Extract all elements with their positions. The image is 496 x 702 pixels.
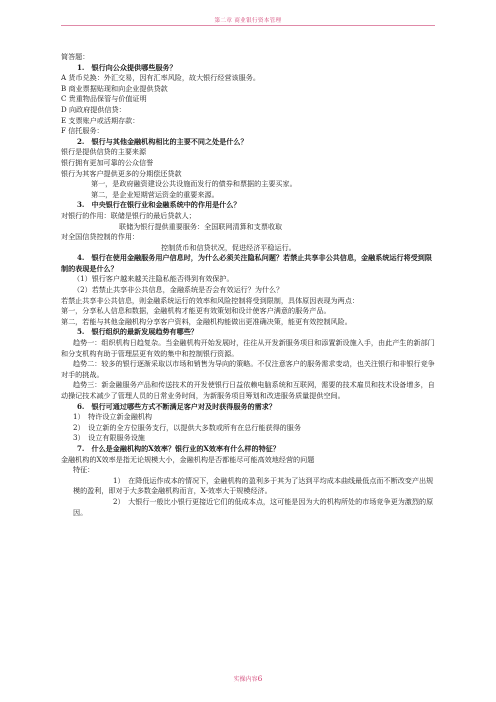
- question-heading: 3. 中央银行在银行业和金融系统中的作用是什么？: [77, 200, 241, 210]
- section-title: 简答题：: [61, 52, 90, 61]
- question-heading: 6. 银行可通过哪些方式不断满足客户对及时获得服务的需求？: [77, 401, 276, 411]
- answer-line: 第一，是政府融资建设公共设施而发行的债券和票据的主要买家。: [91, 179, 297, 189]
- answer-line: B 商业票据贴现和向企业提供贷款: [61, 83, 168, 93]
- answer-line: 银行拥有更加可靠的公众信誉: [61, 157, 154, 167]
- question-heading: 4. 银行在使用金融服务用户信息时，为什么必须关注隐私问题？若禁止共享非公共信息，金融系统运行将受到限制的表现是什么？: [61, 253, 432, 273]
- answer-line: 特征：: [73, 465, 95, 475]
- header-rule: [61, 25, 435, 26]
- list-item: 1） 特许设立新金融机构: [73, 412, 152, 422]
- footer-label: 实操内容: [233, 676, 258, 683]
- answer-line: （1）银行客户越来越关注隐私能否得到有效保护。: [73, 274, 234, 284]
- list-item: 2） 大银行一般比小银行更接近它们的低成本点，这可能是因为大的机构所处的市场竞争更为激烈的原因。: [73, 496, 434, 517]
- question-heading: 7. 什么是金融机构的X效率？银行业的X效率有什么样的特征？: [77, 443, 280, 453]
- answer-line: 对银行的作用：联储是银行的最后贷款人；: [61, 210, 196, 220]
- page-number: 6: [257, 674, 263, 683]
- answer-paragraph: 趋势二：较多的银行逐渐采取以市场和销售为导向的策略。不仅注意客户的服务需求变动，也关注银行和非银行竞争对手的挑战。: [61, 359, 435, 379]
- list-item: 3） 设立有限服务设施: [73, 433, 145, 443]
- answer-line: （2）若禁止共享非公共信息，金融系统是否会有效运行？为什么？: [73, 285, 284, 295]
- answer-line: 第一，分享私人信息和数据，金融机构才能更有效策划和设计使客户满意的服务产品。: [61, 306, 331, 316]
- page-footer: [0, 674, 496, 683]
- list-item: 2） 设立新的全方位服务支行，以提供大多数或所有在总行能获得的服务: [73, 422, 301, 432]
- answer-line: 金融机构的X效率是指无论规模大小，金融机构是否都能尽可能高效地经营的问题: [61, 454, 315, 464]
- answer-line: 银行是提供信贷的主要来源: [61, 147, 147, 157]
- answer-line: 银行为其客户提供更多的分期偿还贷款: [61, 168, 182, 178]
- answer-line: 若禁止共享非公共信息，则金融系统运行的效率和风险控制将受到限制，具体原因表现为两点：: [61, 295, 359, 305]
- document-body: [61, 52, 435, 518]
- question-heading: 5. 银行组织的最新发展趋势有哪些？: [77, 327, 198, 337]
- answer-paragraph: 趋势三：新金融服务产品和传送技术的开发使银行日益依赖电脑系统和互联网，需要的技术雇员和技术设备增多，自动操记技术减少了管理人员的日常业务时间，为新服务项目筹划和改进服务质量提供空间。: [61, 380, 435, 400]
- answer-line: 控制货币和信贷状况，促进经济平稳运行。: [161, 242, 296, 252]
- answer-line: F 信托服务：: [61, 126, 104, 136]
- answer-line: 第二，若能与其他金融机构分享客户资料，金融机构能做出更准确决策，能更有效控制风险。: [61, 316, 352, 326]
- list-item: 1） 在降低运作成本的情况下，金融机构的盈利多于其为了达到平均成本曲线最低点而不断改变产出规模的盈利，即对于大多数金融机构而言，X-效率大于规模经济。: [73, 475, 434, 496]
- question-heading: 1. 银行向公众提供哪些服务？: [77, 62, 177, 72]
- answer-paragraph: 趋势一：组织机构日趋复杂。当金融机构开始发展时，往往从开发新服务项目和添置新设施入手，由此产生的新部门和分支机构有助于管理层更有效的集中和控制银行资源。: [61, 338, 435, 358]
- answer-line: 联储为银行提供重要服务：全国联网清算和支票收取: [119, 221, 283, 231]
- answer-line: C 贵重物品保管与价值证明: [61, 94, 147, 104]
- answer-line: 对全国信贷控制的作用：: [61, 232, 140, 242]
- answer-line: A 货币兑换：外汇交易，因有汇率风险，故大银行经营该服务。: [61, 73, 260, 83]
- running-header: 第二章 商业银行资本管理: [214, 18, 282, 24]
- answer-line: 第二，是企业短期营运资金的重要来源。: [91, 189, 219, 199]
- question-heading: 2. 银行与其他金融机构相比的主要不同之处是什么？: [77, 136, 248, 146]
- answer-line: D 向政府提供信贷：: [61, 104, 126, 114]
- answer-line: E 支票账户或活期存款：: [61, 115, 140, 125]
